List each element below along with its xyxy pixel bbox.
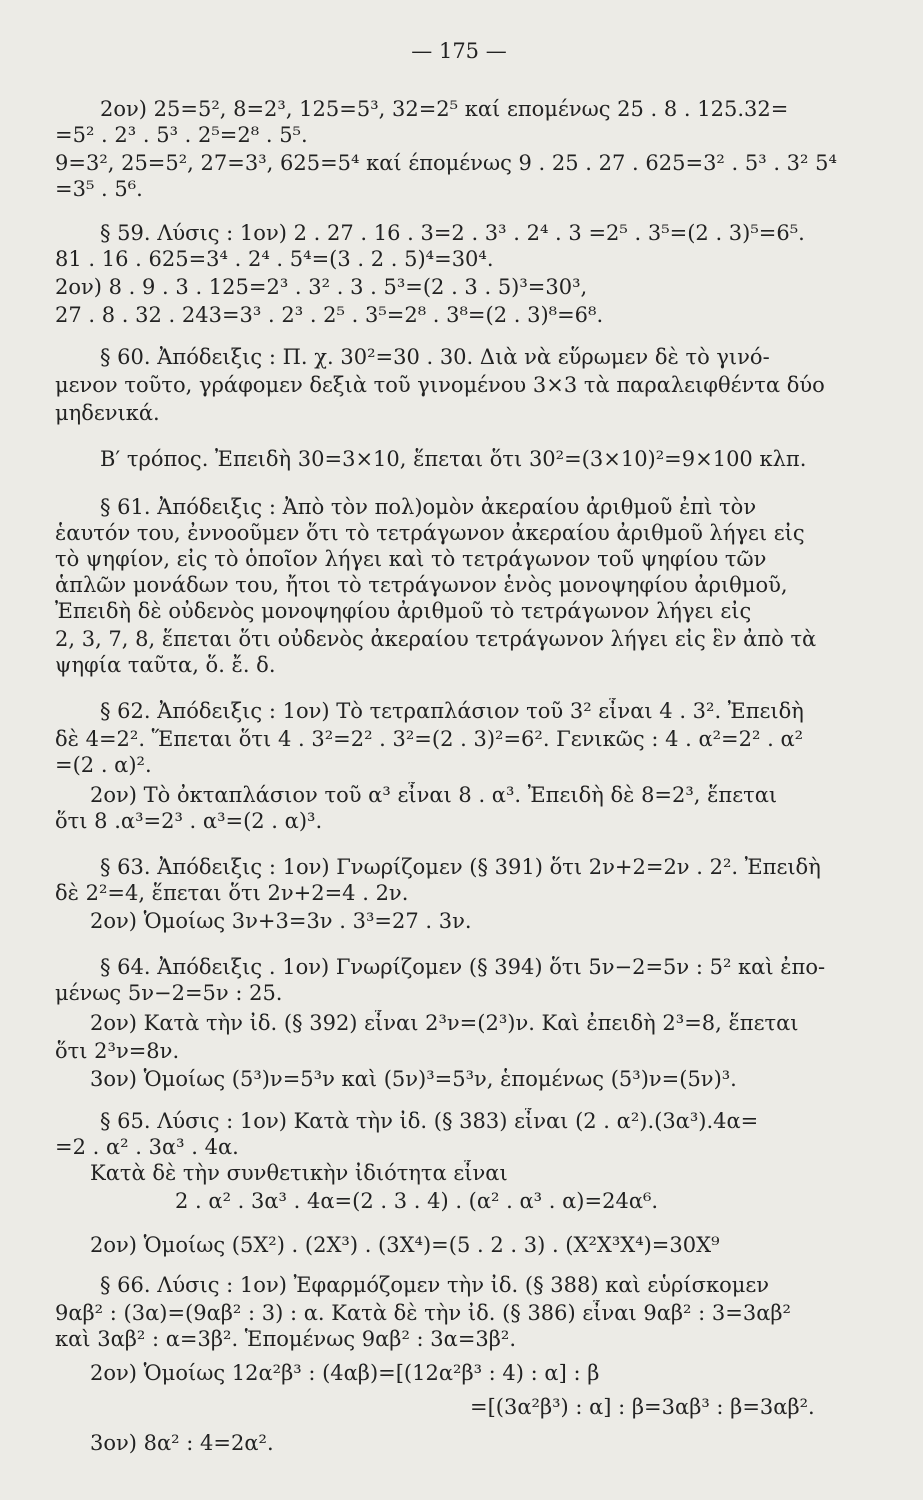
text-line: § 63. Ἀπόδειξις : 1ον) Γνωρίζομεν (§ 391) ὅτι 2ν+2=2ν . 2². Ἐπειδὴ (100, 855, 821, 879)
text-line: 2ον) 8 . 9 . 3 . 125=2³ . 3² . 3 . 5³=(2 . 3 . 5)³=30³, (55, 275, 588, 299)
text-line: =[(3α²β³) : α] : β=3αβ³ : β=3αβ². (470, 1395, 815, 1419)
text-line: 81 . 16 . 625=3⁴ . 2⁴ . 5⁴=(3 . 2 . 5)⁴=30⁴. (55, 247, 494, 271)
text-line: 2ον) Τὸ ὀκταπλάσιον τοῦ α³ εἶναι 8 . α³. Ἐπειδὴ δὲ 8=2³, ἕπεται (90, 783, 778, 807)
text-line: 2ον) Κατὰ τὴν ἰδ. (§ 392) εἶναι 2³ν=(2³)ν. Καὶ ἐπειδὴ 2³=8, ἕπεται (90, 1011, 799, 1035)
text-line: δὲ 4=2². Ἕπεται ὅτι 4 . 3²=2² . 3²=(2 . 3)²=6². Γενικῶς : 4 . α²=2² . α² (55, 727, 804, 751)
text-line: μενον τοῦτο, γράφομεν δεξιὰ τοῦ γινομένου 3×3 τὰ παραλειφθέντα δύο (55, 373, 825, 397)
text-line: § 61. Ἀπόδειξις : Ἀπὸ τὸν πολ)ομὸν ἀκεραίου ἀριθμοῦ ἐπὶ τὸν (100, 495, 757, 519)
text-line: ὅτι 8 .α³=2³ . α³=(2 . α)³. (55, 809, 323, 833)
text-line: =5² . 2³ . 5³ . 2⁵=2⁸ . 5⁵. (55, 123, 308, 147)
text-line: μένως 5ν−2=5ν : 25. (55, 981, 283, 1005)
text-line: 2ον) Ὁμοίως 3ν+3=3ν . 3³=27 . 3ν. (90, 909, 472, 933)
text-line: § 59. Λύσις : 1ον) 2 . 27 . 16 . 3=2 . 3³ . 2⁴ . 3 =2⁵ . 3⁵=(2 . 3)⁵=6⁵. (100, 221, 805, 245)
text-line: 2 . α² . 3α³ . 4α=(2 . 3 . 4) . (α² . α³ . α)=24α⁶. (175, 1189, 659, 1213)
text-line: § 60. Ἀπόδειξις : Π. χ. 30²=30 . 30. Διὰ νὰ εὕρωμεν δὲ τὸ γινό- (100, 345, 770, 369)
text-line: Β′ τρόπος. Ἐπειδὴ 30=3×10, ἕπεται ὅτι 30²=(3×10)²=9×100 κλπ. (100, 447, 807, 471)
text-line: μηδενικά. (55, 401, 160, 425)
text-line: ὅτι 2³ν=8ν. (55, 1039, 180, 1063)
text-line: 9=3², 25=5², 27=3³, 625=5⁴ καί έπομένως 9 . 25 . 27 . 625=3² . 5³ . 3² 5⁴ (55, 151, 837, 175)
text-line: δὲ 2²=4, ἕπεται ὅτι 2ν+2=4 . 2ν. (55, 881, 409, 905)
page-number: — 175 — (411, 39, 507, 63)
text-line: ἑαυτόν του, ἐννοοῦμεν ὅτι τὸ τετράγωνον ἀκεραίου ἀριθμοῦ λήγει εἰς (55, 521, 805, 545)
text-line: § 64. Ἀπόδειξις . 1ον) Γνωρίζομεν (§ 394) ὅτι 5ν−2=5ν : 5² καὶ ἐπο- (100, 955, 826, 979)
text-line: =3⁵ . 5⁶. (55, 177, 143, 201)
text-line: § 62. Ἀπόδειξις : 1ον) Τὸ τετραπλάσιον τοῦ 3² εἶναι 4 . 3². Ἐπειδὴ (100, 699, 804, 723)
text-line: 9αβ² : (3α)=(9αβ² : 3) : α. Κατὰ δὲ τὴν ἰδ. (§ 386) εἶναι 9αβ² : 3=3αβ² (55, 1301, 791, 1325)
text-line: § 66. Λύσις : 1ον) Ἐφαρμόζομεν τὴν ἰδ. (§ 388) καὶ εὑρίσκομεν (100, 1273, 770, 1297)
text-line: 2, 3, 7, 8, ἕπεται ὅτι οὐδενὸς ἀκεραίου τετράγωνον λήγει εἰς ἓν ἀπὸ τὰ (55, 627, 817, 651)
text-line: 2ον) Ὁμοίως 12α²β³ : (4αβ)=[(12α²β³ : 4) : α] : β (90, 1361, 600, 1385)
text-line: Ἐπειδὴ δὲ οὐδενὸς μονοψηφίου ἀριθμοῦ τὸ τετράγωνον λήγει εἰς (55, 599, 752, 623)
text-line: καὶ 3αβ² : α=3β². Ἑπομένως 9αβ² : 3α=3β². (55, 1327, 517, 1351)
text-line: 2ον) 25=5², 8=2³, 125=5³, 32=2⁵ καί επομένως 25 . 8 . 125.32= (100, 97, 789, 121)
text-line: ἁπλῶν μονάδων του, ἤτοι τὸ τετράγωνον ἑνὸς μονοψηφίου ἀριθμοῦ, (55, 573, 788, 597)
text-line: 27 . 8 . 32 . 243=3³ . 2³ . 2⁵ . 3⁵=2⁸ . 3⁸=(2 . 3)⁸=6⁸. (55, 303, 604, 327)
text-line: =2 . α² . 3α³ . 4α. (55, 1135, 239, 1159)
text-line: =(2 . α)². (55, 753, 152, 777)
text-line: 3ον) Ὁμοίως (5³)ν=5³ν καὶ (5ν)³=5³ν, ἑπομένως (5³)ν=(5ν)³. (90, 1067, 737, 1091)
text-line: 3ον) 8α² : 4=2α². (90, 1431, 274, 1455)
text-line: 2ον) Ὁμοίως (5Χ²) . (2Χ³) . (3Χ⁴)=(5 . 2 . 3) . (Χ²Χ³Χ⁴)=30Χ⁹ (90, 1233, 720, 1257)
text-line: ψηφία ταῦτα, ὅ. ἔ. δ. (55, 653, 276, 677)
text-line: Κατὰ δὲ τὴν συνθετικὴν ἰδιότητα εἶναι (90, 1161, 508, 1185)
text-line: τὸ ψηφίον, εἰς τὸ ὁποῖον λήγει καὶ τὸ τετράγωνον τοῦ ψηφίου τῶν (55, 547, 767, 571)
text-line: § 65. Λύσις : 1ον) Κατὰ τὴν ἰδ. (§ 383) εἶναι (2 . α²).(3α³).4α= (100, 1109, 759, 1133)
